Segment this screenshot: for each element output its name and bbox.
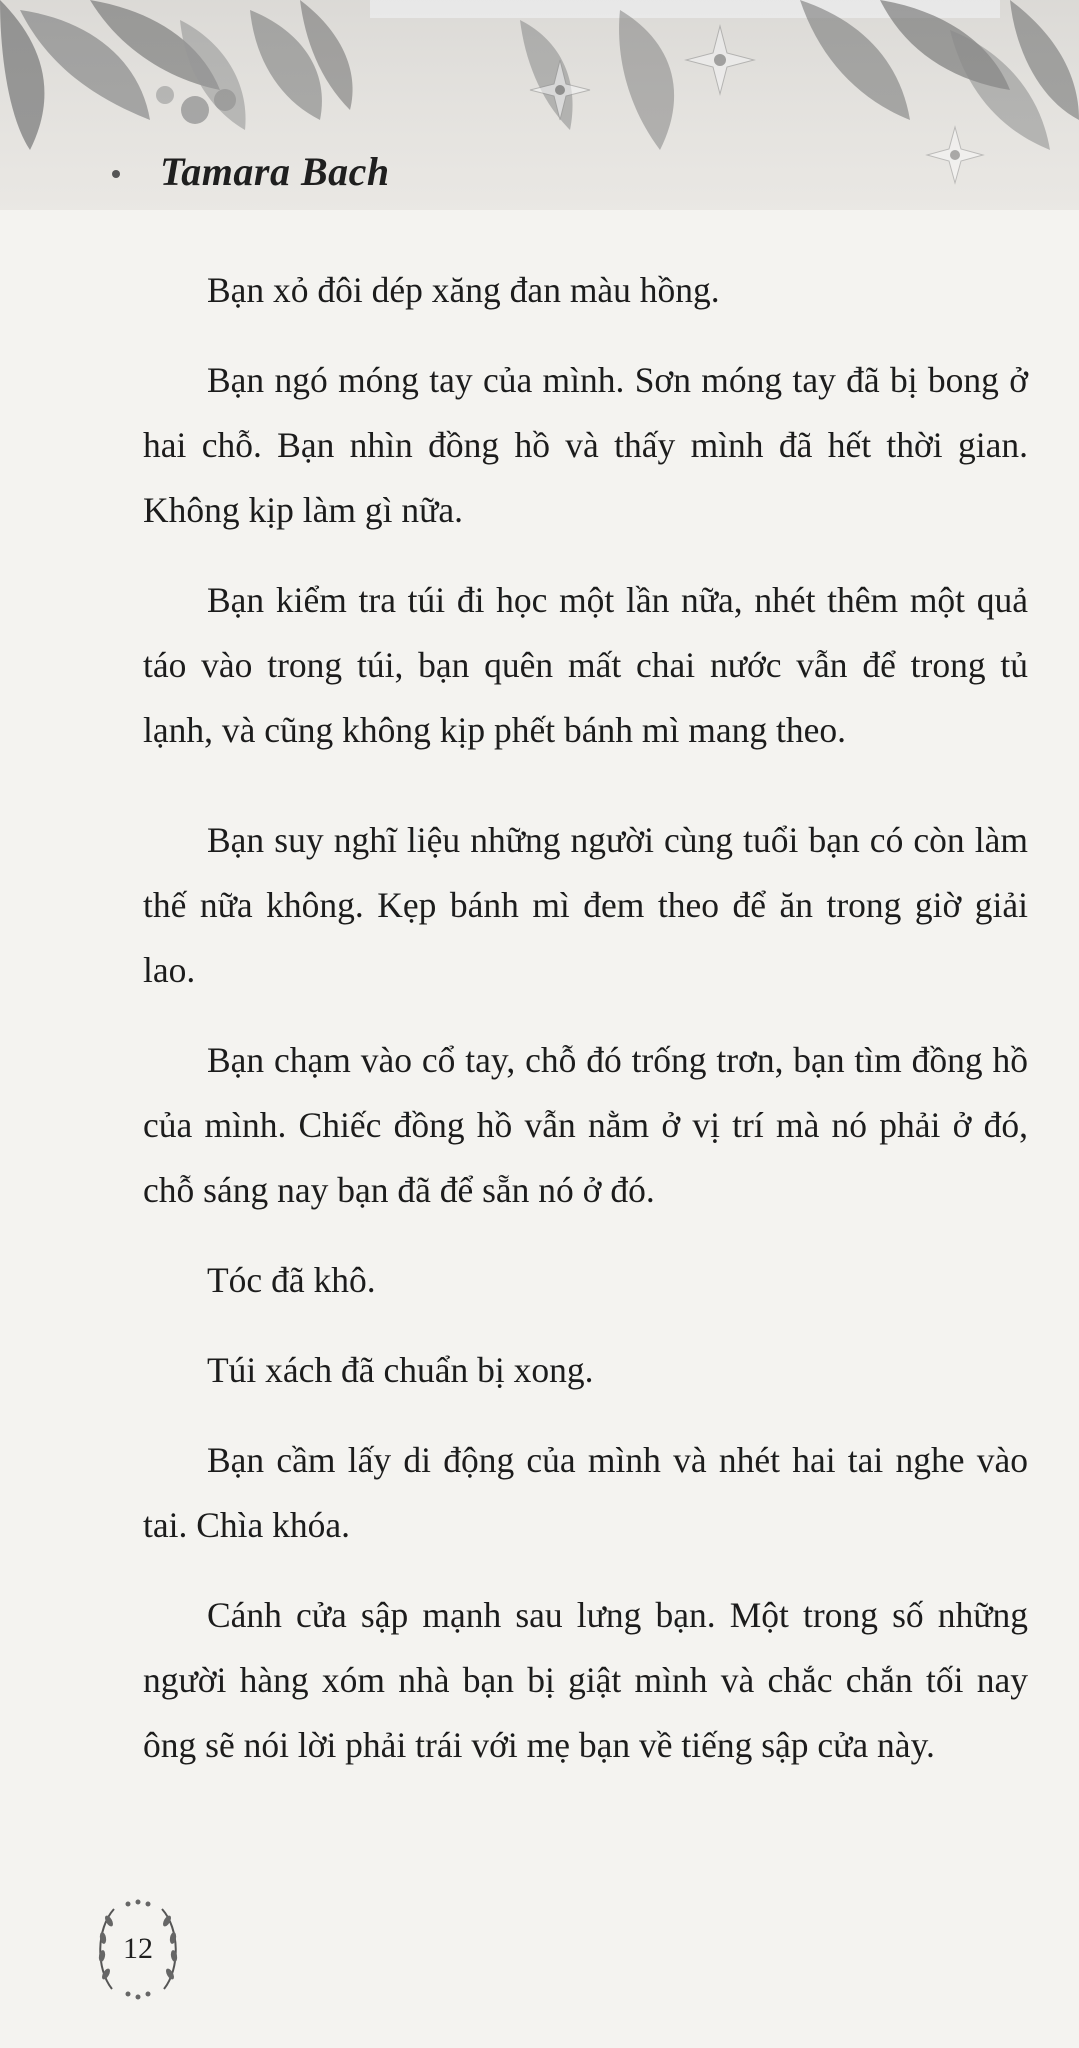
paragraph: Bạn chạm vào cổ tay, chỗ đó trống trơn, bạn tìm đồng hồ của mình. Chiếc đồng hồ vẫn nằm ở vị trí mà nó phải ở đó, chỗ sáng nay bạn đã để sẵn nó ở đó.: [143, 1040, 1028, 1210]
running-header-author: Tamara Bach: [160, 149, 390, 194]
paragraph: Tóc đã khô.: [207, 1260, 376, 1300]
paragraph: Bạn xỏ đôi dép xăng đan màu hồng.: [207, 270, 720, 310]
paragraph: Bạn cầm lấy di động của mình và nhét hai tai nghe vào tai. Chìa khóa.: [143, 1440, 1028, 1545]
paragraph: Bạn kiểm tra túi đi học một lần nữa, nhét thêm một quả táo vào trong túi, bạn quên mất chai nước vẫn để trong tủ lạnh, và cũng không kịp phết bánh mì mang theo.: [143, 580, 1028, 750]
page-body: [143, 258, 1028, 1803]
header-bullet: [112, 170, 120, 178]
paragraph: Bạn ngó móng tay của mình. Sơn móng tay đã bị bong ở hai chỗ. Bạn nhìn đồng hồ và thấy mình đã hết thời gian. Không kịp làm gì nữa.: [143, 360, 1028, 530]
paragraph: Túi xách đã chuẩn bị xong.: [207, 1350, 594, 1390]
paragraph: Cánh cửa sập mạnh sau lưng bạn. Một trong số những người hàng xóm nhà bạn bị giật mình và chắc chắn tối nay ông sẽ nói lời phải trái với mẹ bạn về tiếng sập cửa này.: [143, 1595, 1028, 1765]
paragraph: Bạn suy nghĩ liệu những người cùng tuổi bạn có còn làm thế nữa không. Kẹp bánh mì đem theo để ăn trong giờ giải lao.: [143, 820, 1028, 990]
page-number-wreath: [92, 1894, 184, 2004]
page-number: 12: [123, 1932, 153, 1965]
